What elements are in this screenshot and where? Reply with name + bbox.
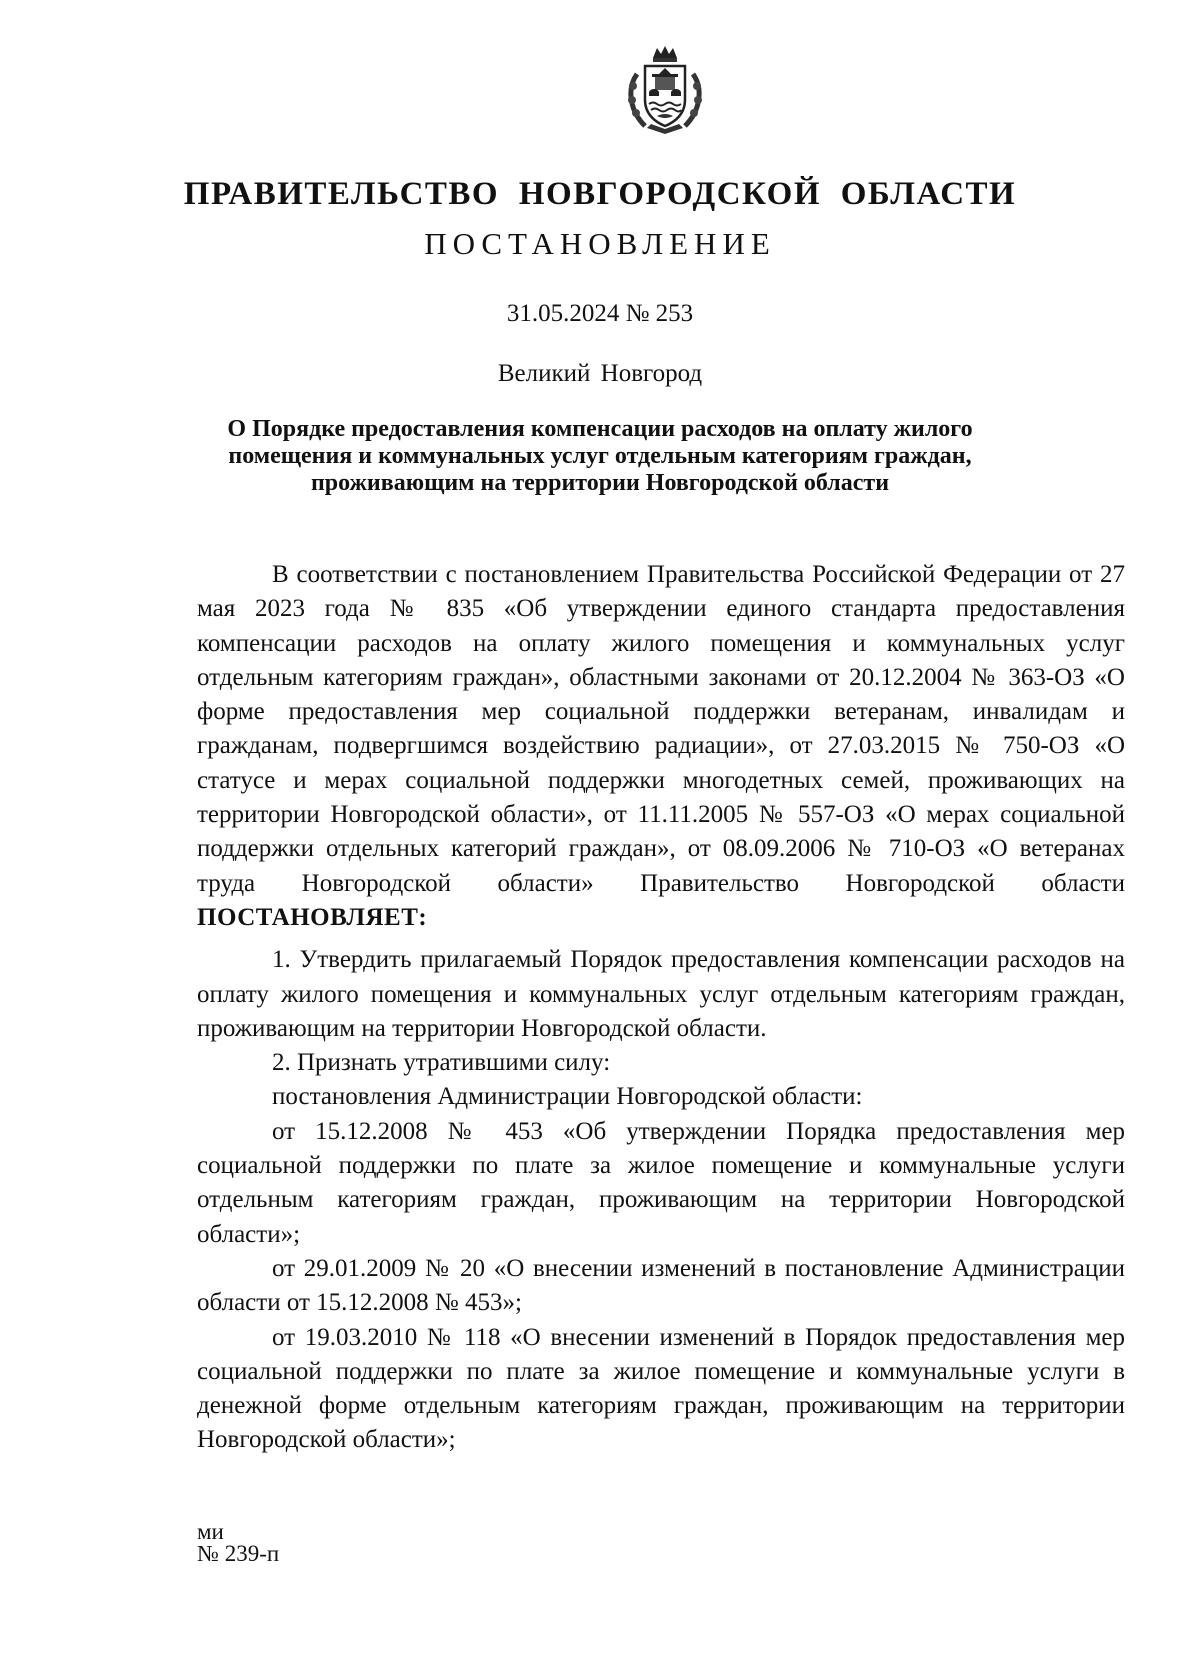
footer-reference: [197, 1521, 279, 1565]
document-heading: О Порядке предоставления компенсации расходов на оплату жилого помещения и коммунальных услуг отдельным категориям граждан, проживающим на территории Новгородской области: [227, 416, 973, 496]
organization-title: ПРАВИТЕЛЬСТВО НОВГОРОДСКОЙ ОБЛАСТИ: [183, 176, 1017, 212]
item-1-paragraph: 1. Утвердить прилагаемый Порядок предоставления компенсации расходов на оплату жилого помещения и коммунальных услуг отдельным категориям граждан, проживающим на территории Новгородской области.: [197, 946, 1125, 1042]
preamble-text: В соответствии с постановлением Правительства Российской Федерации от 27 мая 2023 года № 835 «Об утверждении единого стандарта предоставления компенсации расходов на оплату жилого помещения и коммунальных услуг отдельным категориям граждан», областными законами от 20.12.2004 № 363-ОЗ «О форме предоставления мер социальной поддержки ветеранам, инвалидам и гражданам, подвергшимся воздействию радиации», от 27.03.2015 № 750-ОЗ «О статусе и мерах социальной поддержки многодетных семей, проживающих на территории Новгородской области», от 11.11.2005 № 557-ОЗ «О мерах социальной поддержки отдельных категорий граждан», от 08.09.2006 № 710-ОЗ «О ветеранах труда Новгородской области» Правительство Новгородской области: [197, 561, 1125, 897]
document-type: ПОСТАНОВЛЕНИЕ: [424, 226, 776, 261]
document-date-number: 31.05.2024 № 253: [506, 300, 694, 327]
item-2-b-paragraph: от 29.01.2009 № 20 «О внесении изменений в постановление Администрации области от 15.12.2008 № 453»;: [197, 1254, 1125, 1317]
item-2-c-paragraph: от 19.03.2010 № 118 «О внесении изменений в Порядок предоставления мер социальной поддержки по плате за жилое помещение и коммунальные услуги в денежной форме отдельным категориям граждан, проживающим на территории Новгородской области»;: [197, 1323, 1125, 1454]
item-2-a-paragraph: от 15.12.2008 № 453 «Об утверждении Порядка предоставления мер социальной поддержки по плате за жилое помещение и коммунальные услуги отдельным категориям граждан, проживающим на территории Новгородской области»;: [197, 1117, 1125, 1248]
item-2-paragraph: 2. Признать утратившими силу:: [272, 1049, 611, 1077]
novgorod-coat-of-arms-icon: [623, 44, 707, 136]
footer-ref-number: № 239-п: [197, 1541, 280, 1566]
document-body: [197, 558, 1125, 1458]
footer-initials: ми: [197, 1519, 224, 1544]
item-2-intro-paragraph: постановления Администрации Новгородской области:: [272, 1083, 863, 1111]
decree-word: ПОСТАНОВЛЯЕТ:: [197, 903, 428, 931]
document-place: Великий Новгород: [497, 360, 703, 387]
preamble-paragraph: [197, 558, 1125, 935]
